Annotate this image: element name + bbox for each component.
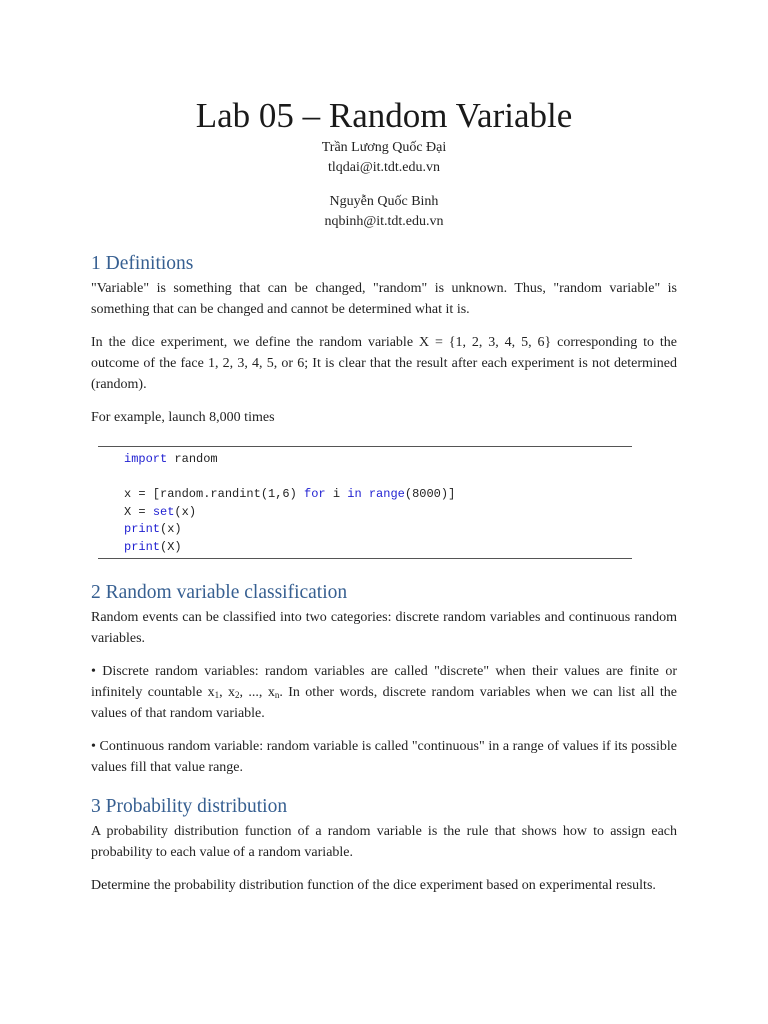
paragraph: "Variable" is something that can be changed, "random" is unknown. Thus, "random variable" is something that can be changed and cannot be determined what it is. bbox=[91, 281, 677, 317]
paragraph: A probability distribution function of a random variable is the rule that shows how to assign each probability to each value of a random variable. bbox=[91, 824, 677, 860]
paragraph: • Continuous random variable: random variable is called "continuous" in a range of values if its possible values fill that value range. bbox=[91, 739, 677, 775]
author-name: Trần Lương Quốc Đại bbox=[321, 140, 447, 155]
section-heading-classification: 2 Random variable classification bbox=[91, 582, 348, 603]
author-email: nqbinh@it.tdt.edu.vn bbox=[324, 214, 444, 229]
paragraph: In the dice experiment, we define the random variable X = {1, 2, 3, 4, 5, 6} corresponding to the outcome of the face 1, 2, 3, 4, 5, or 6; It is clear that the result after each experiment is not determined (random). bbox=[91, 335, 677, 392]
code-line: import random bbox=[124, 452, 218, 466]
section-heading-definitions: 1 Definitions bbox=[91, 253, 194, 274]
code-line: print(X) bbox=[124, 539, 182, 554]
code-line: print(x) bbox=[124, 522, 182, 536]
author-name: Nguyễn Quốc Binh bbox=[329, 194, 439, 209]
paragraph: Determine the probability distribution function of the dice experiment based on experimental results. bbox=[91, 878, 656, 893]
paragraph: Random events can be classified into two categories: discrete random variables and continuous random variables. bbox=[91, 610, 677, 646]
code-block bbox=[98, 446, 632, 559]
paragraph: For example, launch 8,000 times bbox=[91, 410, 275, 425]
document-title: Lab 05 – Random Variable bbox=[195, 96, 573, 135]
code-line-blank bbox=[124, 469, 632, 487]
section-heading-probability: 3 Probability distribution bbox=[91, 796, 288, 817]
code-line: X = set(x) bbox=[124, 504, 197, 519]
author-email: tlqdai@it.tdt.edu.vn bbox=[327, 160, 441, 175]
document-page bbox=[91, 0, 677, 896]
code-line: x = [random.randint(1,6) for i in range(8000)] bbox=[124, 487, 456, 501]
paragraph-discrete: • Discrete random variables: random variables are called "discrete" when their values are finite or infinitely countable $x_1$, $x_2$, ..., $x_n$. In other words, discrete random variables when we can list all the values of that random variable. bbox=[91, 664, 678, 721]
